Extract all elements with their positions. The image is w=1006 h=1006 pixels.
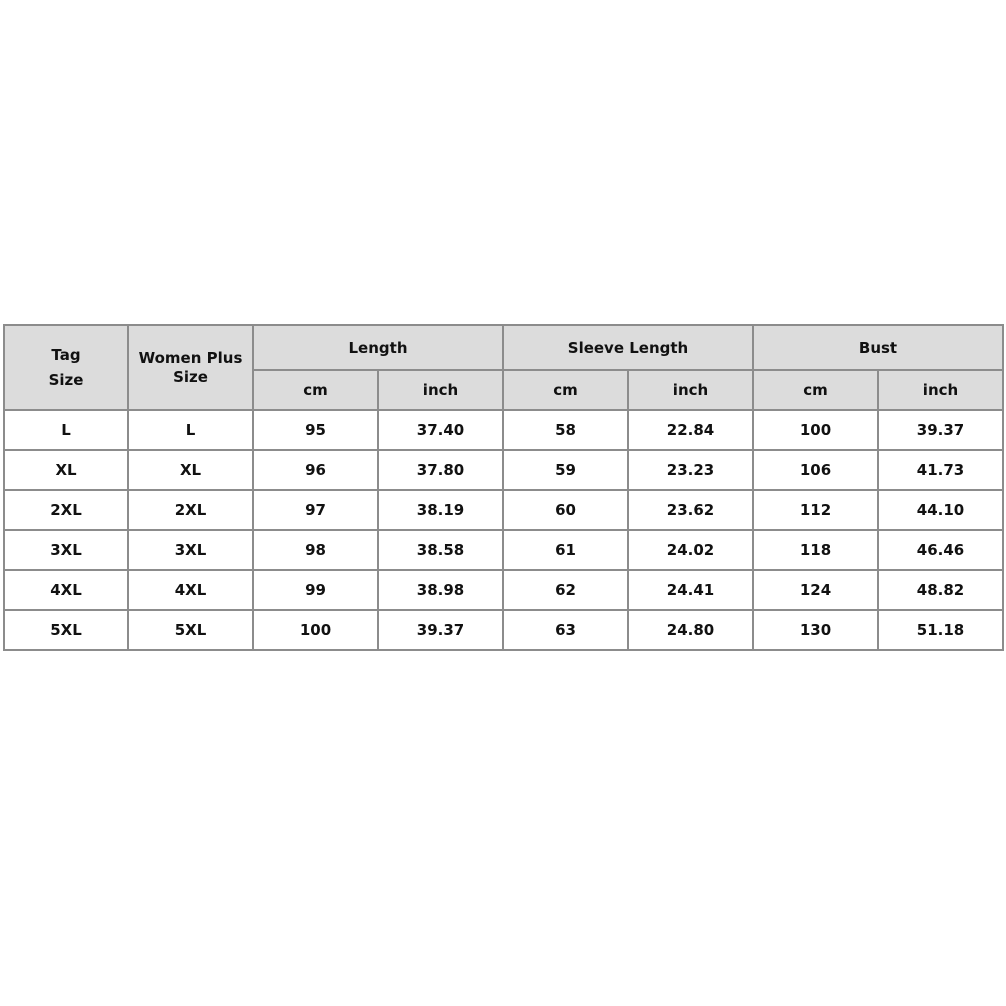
cell-length-inch: 38.98 xyxy=(378,570,503,610)
cell-sleeve-inch: 23.62 xyxy=(628,490,753,530)
cell-women-plus-size: 5XL xyxy=(128,610,253,650)
cell-sleeve-cm: 62 xyxy=(503,570,628,610)
cell-women-plus-size: XL xyxy=(128,450,253,490)
cell-bust-inch: 46.46 xyxy=(878,530,1003,570)
header-unit-length-inch: inch xyxy=(378,370,503,410)
cell-length-cm: 99 xyxy=(253,570,378,610)
cell-tag-size: XL xyxy=(4,450,128,490)
header-bust: Bust xyxy=(753,325,1003,370)
cell-sleeve-inch: 24.41 xyxy=(628,570,753,610)
header-row-groups xyxy=(4,325,1003,370)
cell-sleeve-cm: 59 xyxy=(503,450,628,490)
cell-length-inch: 38.58 xyxy=(378,530,503,570)
cell-length-cm: 96 xyxy=(253,450,378,490)
cell-sleeve-cm: 61 xyxy=(503,530,628,570)
cell-sleeve-inch: 24.02 xyxy=(628,530,753,570)
cell-bust-cm: 112 xyxy=(753,490,878,530)
table-row xyxy=(4,610,1003,650)
cell-length-inch: 38.19 xyxy=(378,490,503,530)
cell-length-inch: 39.37 xyxy=(378,610,503,650)
header-sleeve-length: Sleeve Length xyxy=(503,325,753,370)
cell-bust-inch: 51.18 xyxy=(878,610,1003,650)
header-length: Length xyxy=(253,325,503,370)
header-women-plus-line1: Women Plus xyxy=(138,348,243,367)
cell-sleeve-cm: 60 xyxy=(503,490,628,530)
table-body xyxy=(4,410,1003,650)
cell-bust-inch: 44.10 xyxy=(878,490,1003,530)
cell-sleeve-cm: 58 xyxy=(503,410,628,450)
cell-length-cm: 97 xyxy=(253,490,378,530)
header-women-plus-size xyxy=(128,325,253,410)
cell-bust-cm: 118 xyxy=(753,530,878,570)
table-row xyxy=(4,490,1003,530)
cell-bust-inch: 48.82 xyxy=(878,570,1003,610)
table-header xyxy=(4,325,1003,410)
cell-bust-cm: 100 xyxy=(753,410,878,450)
cell-sleeve-inch: 23.23 xyxy=(628,450,753,490)
cell-tag-size: 4XL xyxy=(4,570,128,610)
cell-bust-cm: 124 xyxy=(753,570,878,610)
table-row xyxy=(4,410,1003,450)
cell-tag-size: 5XL xyxy=(4,610,128,650)
cell-women-plus-size: L xyxy=(128,410,253,450)
header-tag-size xyxy=(4,325,128,410)
cell-women-plus-size: 2XL xyxy=(128,490,253,530)
table-row xyxy=(4,450,1003,490)
cell-length-cm: 95 xyxy=(253,410,378,450)
cell-length-inch: 37.40 xyxy=(378,410,503,450)
header-women-plus-line2: Size xyxy=(173,367,208,386)
cell-sleeve-inch: 22.84 xyxy=(628,410,753,450)
cell-bust-cm: 106 xyxy=(753,450,878,490)
cell-tag-size: 2XL xyxy=(4,490,128,530)
cell-bust-inch: 41.73 xyxy=(878,450,1003,490)
header-tag-size-line2: Size xyxy=(48,370,84,389)
header-tag-size-line1: Tag xyxy=(51,345,81,364)
cell-length-cm: 98 xyxy=(253,530,378,570)
table-row xyxy=(4,530,1003,570)
header-unit-bust-inch: inch xyxy=(878,370,1003,410)
cell-women-plus-size: 3XL xyxy=(128,530,253,570)
header-unit-sleeve-cm: cm xyxy=(503,370,628,410)
cell-tag-size: L xyxy=(4,410,128,450)
cell-bust-inch: 39.37 xyxy=(878,410,1003,450)
cell-length-cm: 100 xyxy=(253,610,378,650)
cell-tag-size: 3XL xyxy=(4,530,128,570)
cell-women-plus-size: 4XL xyxy=(128,570,253,610)
cell-sleeve-inch: 24.80 xyxy=(628,610,753,650)
cell-sleeve-cm: 63 xyxy=(503,610,628,650)
header-unit-length-cm: cm xyxy=(253,370,378,410)
cell-bust-cm: 130 xyxy=(753,610,878,650)
header-unit-sleeve-inch: inch xyxy=(628,370,753,410)
table-row xyxy=(4,570,1003,610)
size-chart-table xyxy=(3,324,1004,651)
cell-length-inch: 37.80 xyxy=(378,450,503,490)
header-unit-bust-cm: cm xyxy=(753,370,878,410)
